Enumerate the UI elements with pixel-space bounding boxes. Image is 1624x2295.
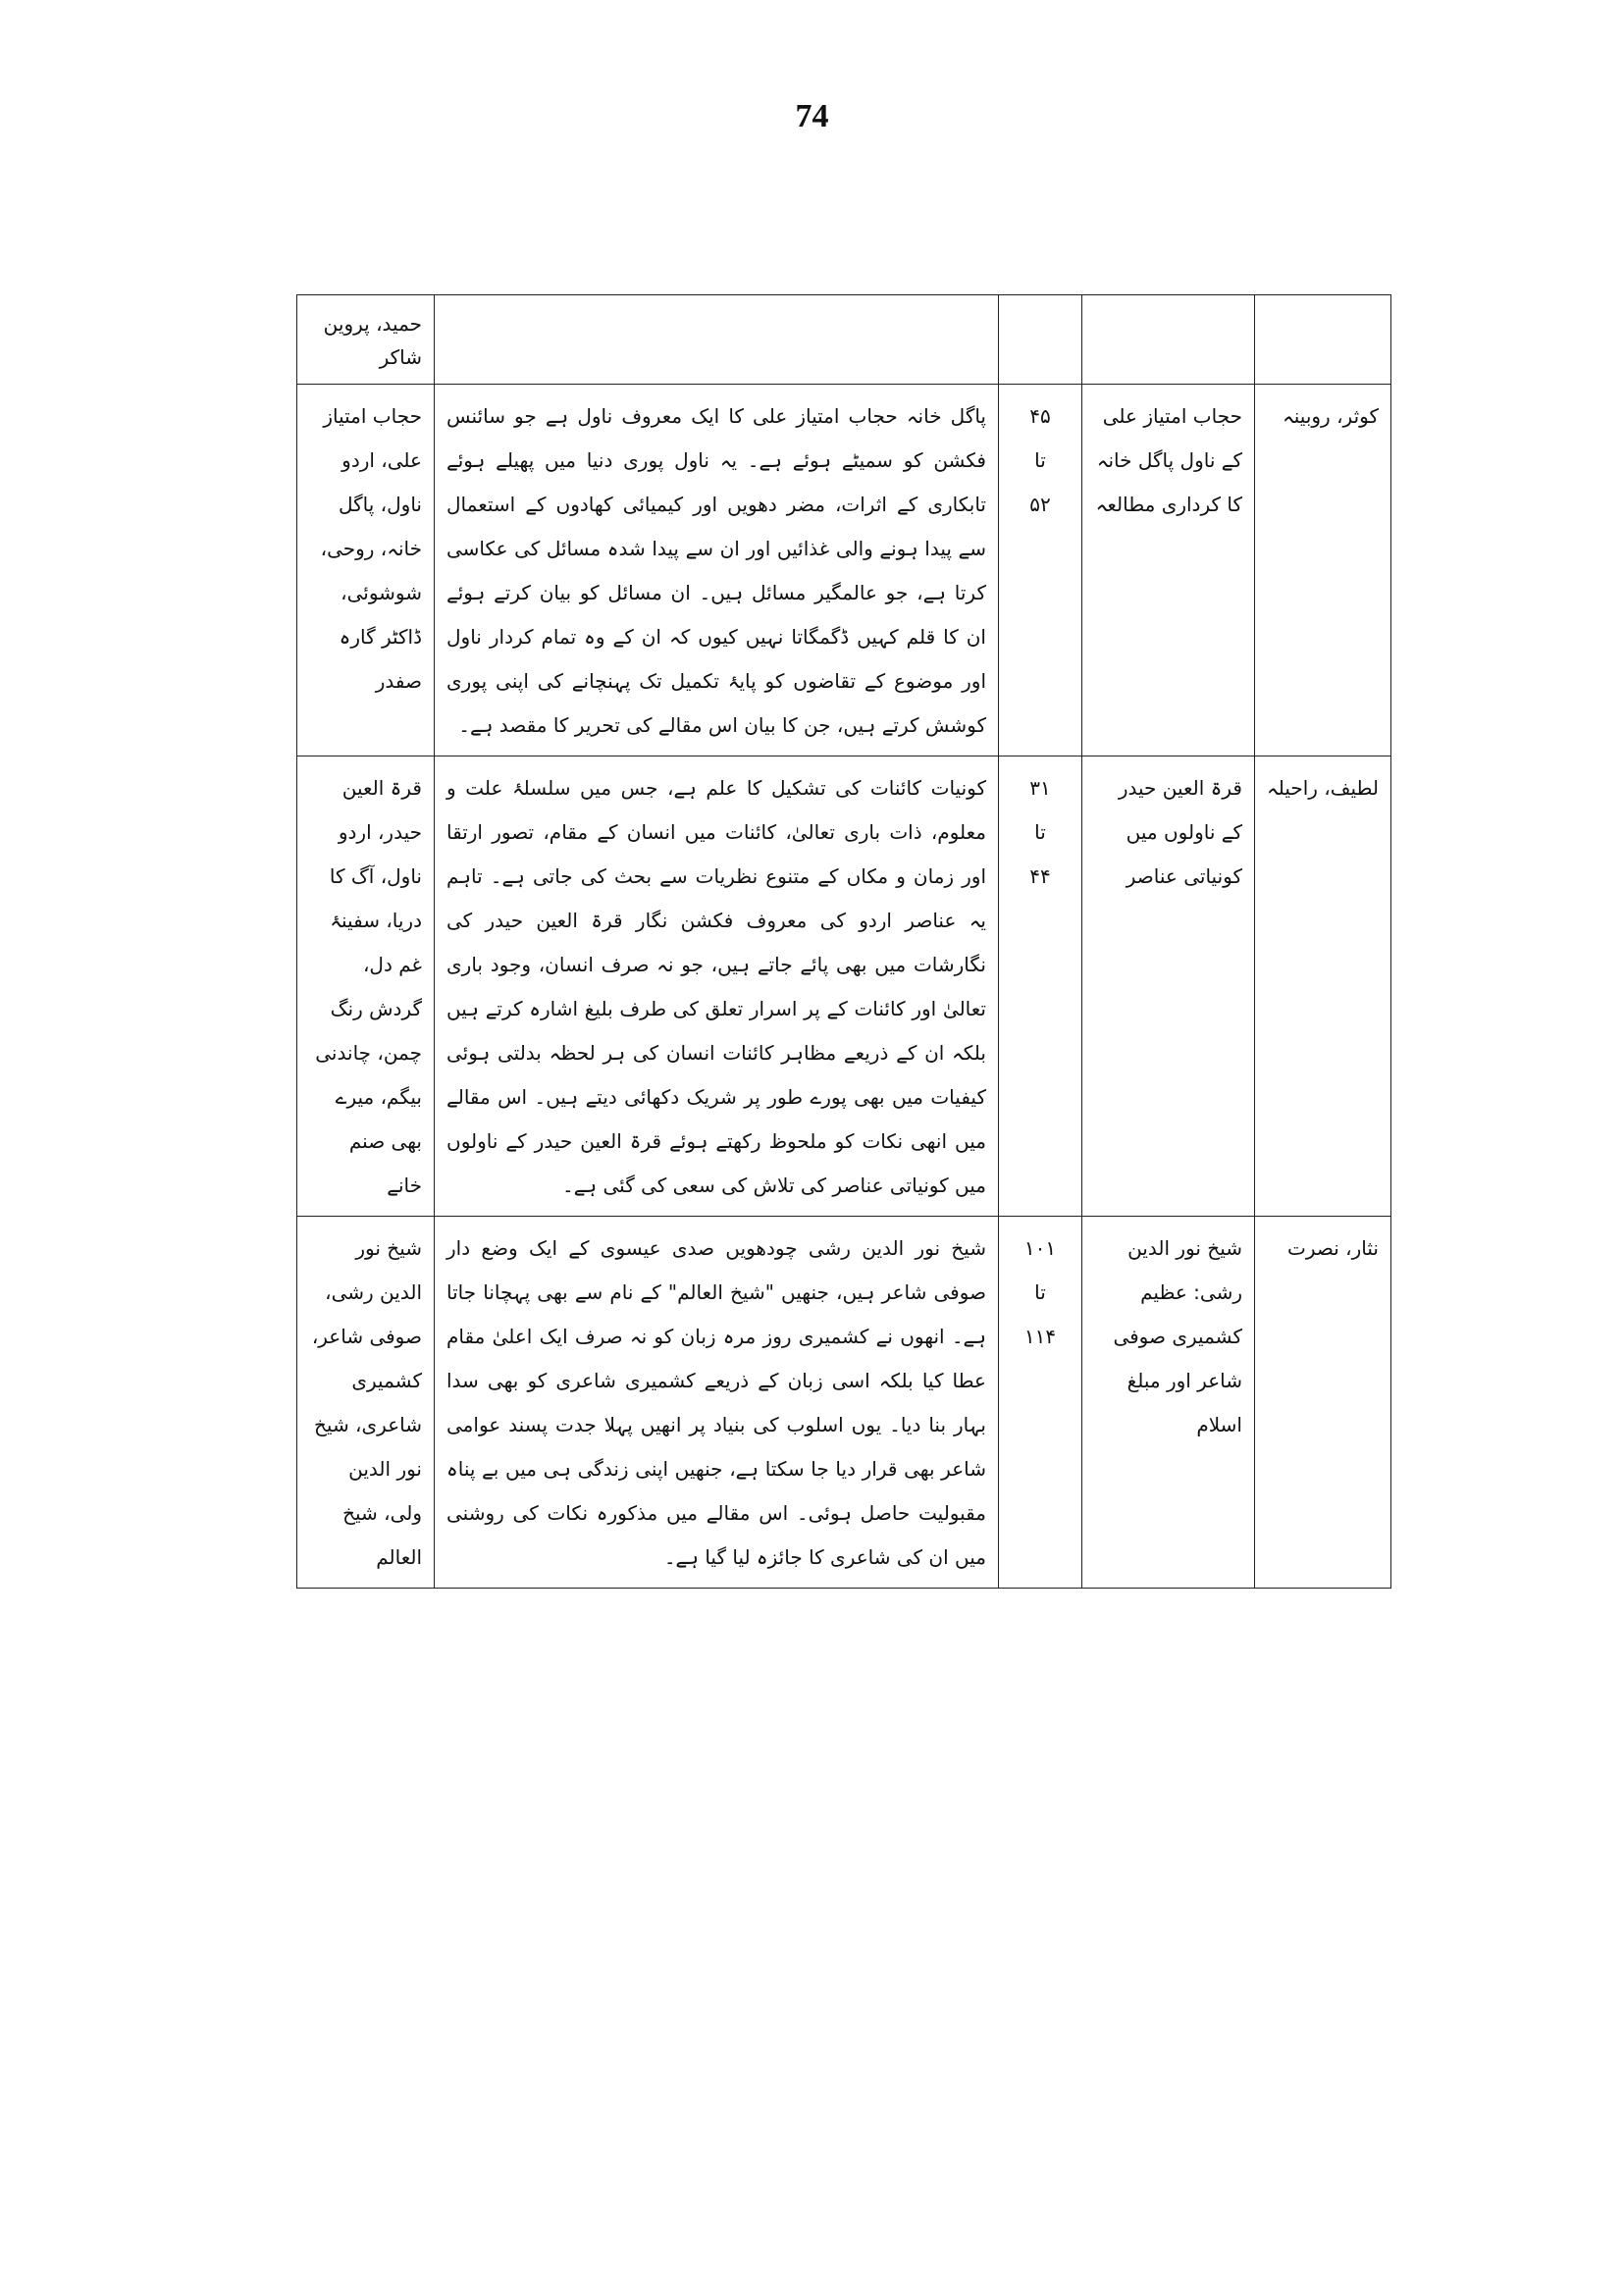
table-row	[297, 1217, 1391, 1589]
page-from: ۳۱	[1029, 776, 1051, 800]
page-from: ۴۵	[1029, 404, 1051, 428]
title-cell: حجاب امتیاز علی کے ناول پاگل خانہ کا کرداری مطالعہ	[1082, 385, 1255, 756]
page-to-label: تا	[1034, 820, 1046, 844]
article-index-table	[296, 294, 1391, 1589]
author-cell	[1255, 295, 1391, 385]
pages-cell	[999, 1217, 1082, 1589]
keywords-cell: حجاب امتیاز علی، اردو ناول، پاگل خانہ، روحی، شوشوئی، ڈاکٹر گارہ صفدر	[297, 385, 435, 756]
abstract-cell	[435, 295, 999, 385]
table-row	[297, 295, 1391, 385]
page-to: ۴۴	[1029, 864, 1051, 888]
abstract-cell: پاگل خانہ حجاب امتیاز علی کا ایک معروف ناول ہے جو سائنس فکشن کو سمیٹے ہوئے ہے۔ یہ ناول پوری دنیا میں پھیلے ہوئے تابکاری کے اثرات، مضر دھویں اور کیمیائی کھادوں کے استعمال سے پیدا ہونے والی غذائیں اور ان سے پیدا شدہ مسائل کی عکاسی کرتا ہے، جو عالمگیر مسائل ہیں۔ ان مسائل کو بیان کرتے ہوئے ان کا قلم کہیں ڈگمگاتا نہیں کیوں کہ ان کے وہ تمام کردار ناول اور موضوع کے تقاضوں کو پایۂ تکمیل تک پہنچانے کی اپنی پوری کوشش کرتے ہیں، جن کا بیان اس مقالے کی تحریر کا مقصد ہے۔	[435, 385, 999, 756]
page-to: ۱۱۴	[1023, 1325, 1057, 1348]
pages-cell	[999, 295, 1082, 385]
abstract-cell: شیخ نور الدین رشی چودھویں صدی عیسوی کے ایک وضع دار صوفی شاعر ہیں، جنھیں "شیخ العالم" کے نام سے بھی پہچانا جاتا ہے۔ انھوں نے کشمیری روز مرہ زبان کو نہ صرف ایک اعلیٰ مقام عطا کیا بلکہ اسی زبان کے ذریعے کشمیری شاعری کو بھی سدا بہار بنا دیا۔ یوں اسلوب کی بنیاد پر انھیں پہلا جدت پسند عوامی شاعر بھی قرار دیا جا سکتا ہے، جنھیں اپنی زندگی ہی میں بے پناہ مقبولیت حاصل ہوئی۔ اس مقالے میں مذکورہ نکات کی روشنی میں ان کی شاعری کا جائزہ لیا گیا ہے۔	[435, 1217, 999, 1589]
abstract-cell: کونیات کائنات کی تشکیل کا علم ہے، جس میں سلسلۂ علت و معلوم، ذات باری تعالیٰ، کائنات میں انسان کے مقام، تصور ارتقا اور زمان و مکاں کے متنوع نظریات سے بحث کی جاتی ہے۔ تاہم یہ عناصر اردو کی معروف فکشن نگار قرۃ العین حیدر کی نگارشات میں بھی پائے جاتے ہیں، جو نہ صرف انسان، وجود باری تعالیٰ اور کائنات کے پر اسرار تعلق کی طرف بلیغ اشارہ کرتے ہیں بلکہ ان کے ذریعے مظاہر کائنات انسان کی ہر لحظہ بدلتی ہوئی کیفیات میں بھی پورے طور پر شریک دکھائی دیتے ہیں۔ اس مقالے میں انھی نکات کو ملحوظ رکھتے ہوئے قرۃ العین حیدر کے ناولوں میں کونیاتی عناصر کی تلاش کی سعی کی گئی ہے۔	[435, 756, 999, 1217]
title-cell: شیخ نور الدین رشی: عظیم کشمیری صوفی شاعر اور مبلغ اسلام	[1082, 1217, 1255, 1589]
title-cell	[1082, 295, 1255, 385]
page-to: ۵۲	[1029, 493, 1051, 516]
author-cell: کوثر، روبینہ	[1255, 385, 1391, 756]
table-row	[297, 756, 1391, 1217]
page-to-label: تا	[1034, 448, 1046, 472]
author-cell: نثار، نصرت	[1255, 1217, 1391, 1589]
keywords-cell: قرۃ العین حیدر، اردو ناول، آگ کا دریا، سفینۂ غم دل، گردش رنگ چمن، چاندنی بیگم، میرے بھی صنم خانے	[297, 756, 435, 1217]
page-to-label: تا	[1034, 1280, 1046, 1304]
author-cell: لطیف، راحیلہ	[1255, 756, 1391, 1217]
page-number: 74	[795, 98, 829, 134]
pages-cell	[999, 385, 1082, 756]
keywords-cell: شیخ نور الدین رشی، صوفی شاعر، کشمیری شاعری، شیخ نور الدین ولی، شیخ العالم	[297, 1217, 435, 1589]
table-row	[297, 385, 1391, 756]
keywords-cell: حمید، پروین شاکر	[297, 295, 435, 385]
page-from: ۱۰۱	[1023, 1236, 1057, 1260]
title-cell: قرۃ العین حیدر کے ناولوں میں کونیاتی عناصر	[1082, 756, 1255, 1217]
pages-cell	[999, 756, 1082, 1217]
